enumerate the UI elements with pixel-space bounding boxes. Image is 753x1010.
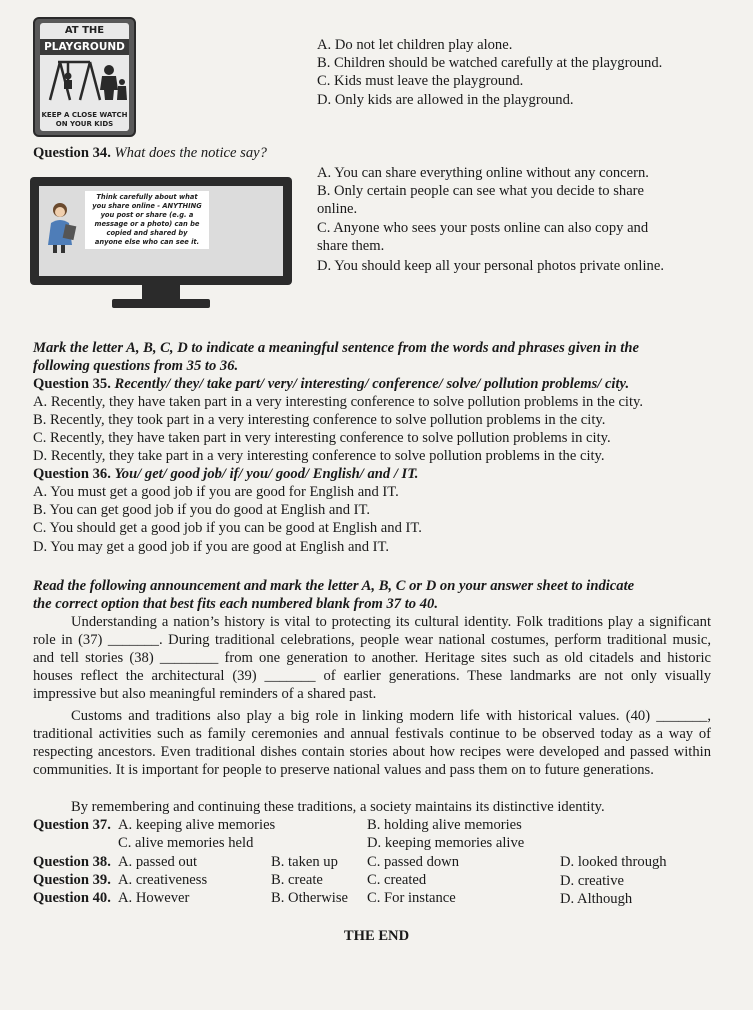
sign-title: PLAYGROUND (40, 39, 129, 55)
playground-sign-image (33, 17, 136, 137)
q40-option-b: B. Otherwise (271, 890, 349, 906)
q37-label: Question 37. (33, 817, 111, 833)
passage-paragraph-2: Customs and traditions also play a big role in linking modern life with historical values. (40) _______, traditional activities such as family ceremonies and annual festivals continue to be observed today as a way of respecting ancestors. Even traditional dishes contain stories about how recipes were developed and passed within communities. It is important for people to preserve national values and pass them on to future generations. (33, 708, 711, 778)
screen-message: Think carefully about what you share online - ANYTHING you post or share (e.g. a message or a photo) can be copied and shared by anyone else who can see it. (85, 191, 209, 249)
q33-option-b: B. Children should be watched carefully at the playground. (317, 55, 663, 71)
q33-option-a: A. Do not let children play alone. (317, 37, 513, 53)
q40-option-d: D. Although (560, 891, 633, 907)
q34-option-b-cont: online. (317, 201, 358, 217)
q36-option-c: C. You should get a good job if you can be good at English and IT. (33, 520, 422, 536)
section-35-36-instruction-2: following questions from 35 to 36. (33, 358, 239, 374)
passage-paragraph-1: Understanding a nation’s history is vital to protecting its cultural identity. Folk traditions play a significant role in (37) _______. During traditional celebrations, people wear national costumes, perform traditional music, and tell stories (38) ________ from one generation to another. Heritage sites such as old citadels and historic houses reflect the architectural (39) _______ of earlier generations. These landmarks are not only visually impressive but also meaningful reminders of a shared past. (33, 614, 711, 702)
person-with-tablet-icon (46, 201, 80, 253)
q35-cue: Recently/ they/ take part/ very/ interesting/ conference/ solve/ pollution problems/ city. (114, 376, 630, 392)
q34-option-c-cont: share them. (317, 238, 385, 254)
q38-option-b: B. taken up (271, 854, 338, 870)
q33-option-c: C. Kids must leave the playground. (317, 73, 524, 89)
monitor-stand (112, 299, 210, 308)
q37-option-a: A. keeping alive memories (118, 817, 276, 833)
q38-option-c: C. passed down (367, 854, 460, 870)
q35-option-d: D. Recently, they take part in a very interesting conference to solve pollution problems in the city. (33, 448, 605, 464)
passage-paragraph-3: By remembering and continuing these traditions, a society maintains its distinctive identity. (71, 799, 605, 815)
q35-option-a: A. Recently, they have taken part in a very interesting conference to solve pollution problems in the city. (33, 394, 644, 410)
q36-option-b: B. You can get good job if you do good at English and IT. (33, 502, 370, 518)
q39-label: Question 39. (33, 872, 111, 888)
q39-option-b: B. create (271, 872, 323, 888)
q40-option-c: C. For instance (367, 890, 456, 906)
section-37-40-instruction-2: the correct option that best fits each numbered blank from 37 to 40. (33, 596, 438, 612)
q39-option-a: A. creativeness (118, 872, 208, 888)
q34-label: Question 34. (33, 145, 111, 161)
q36-option-d: D. You may get a good job if you are good at English and IT. (33, 539, 390, 555)
q34-option-b: B. Only certain people can see what you decide to share (317, 183, 645, 199)
q36-label: Question 36. (33, 466, 111, 482)
q40-label: Question 40. (33, 890, 111, 906)
q38-option-d: D. looked through (560, 854, 667, 870)
q38-label: Question 38. (33, 854, 111, 870)
sign-top-text: AT THE (64, 25, 105, 36)
q36-cue: You/ get/ good job/ if/ you/ good/ English/ and / IT. (114, 466, 419, 482)
monitor-notice-image (30, 177, 292, 308)
q37-option-b: B. holding alive memories (367, 817, 522, 833)
q33-option-d: D. Only kids are allowed in the playground. (317, 92, 574, 108)
q35-option-b: B. Recently, they took part in a very interesting conference to solve pollution problems in the city. (33, 412, 606, 428)
q39-option-d: D. creative (560, 873, 625, 889)
q35-option-c: C. Recently, they have taken part in very interesting conference to solve pollution problems in city. (33, 430, 611, 446)
monitor-neck (142, 285, 180, 300)
q34-option-c: C. Anyone who sees your posts online can also copy and (317, 220, 649, 236)
q34-stem: What does the notice say? (114, 145, 267, 161)
q36-heading (33, 465, 418, 483)
q34-heading (33, 144, 267, 162)
q39-option-c: C. created (367, 872, 427, 888)
the-end-text: THE END (343, 928, 410, 944)
sign-bottom-text: KEEP A CLOSE WATCH ON YOUR KIDS (41, 111, 128, 128)
section-37-40-instruction-1: Read the following announcement and mark the letter A, B, C or D on your answer sheet to indicate (33, 578, 635, 594)
section-35-36-instruction-1: Mark the letter A, B, C, D to indicate a meaningful sentence from the words and phrases given in the (33, 340, 639, 356)
q38-option-a: A. passed out (118, 854, 198, 870)
q36-option-a: A. You must get a good job if you are good for English and IT. (33, 484, 399, 500)
q35-heading (33, 375, 629, 393)
q34-option-d: D. You should keep all your personal photos private online. (317, 258, 664, 274)
q35-label: Question 35. (33, 376, 111, 392)
swing-children-icon (46, 58, 127, 102)
q37-option-d: D. keeping memories alive (367, 835, 525, 851)
q37-option-c: C. alive memories held (118, 835, 254, 851)
q34-option-a: A. You can share everything online without any concern. (317, 165, 649, 181)
q40-option-a: A. However (118, 890, 190, 906)
